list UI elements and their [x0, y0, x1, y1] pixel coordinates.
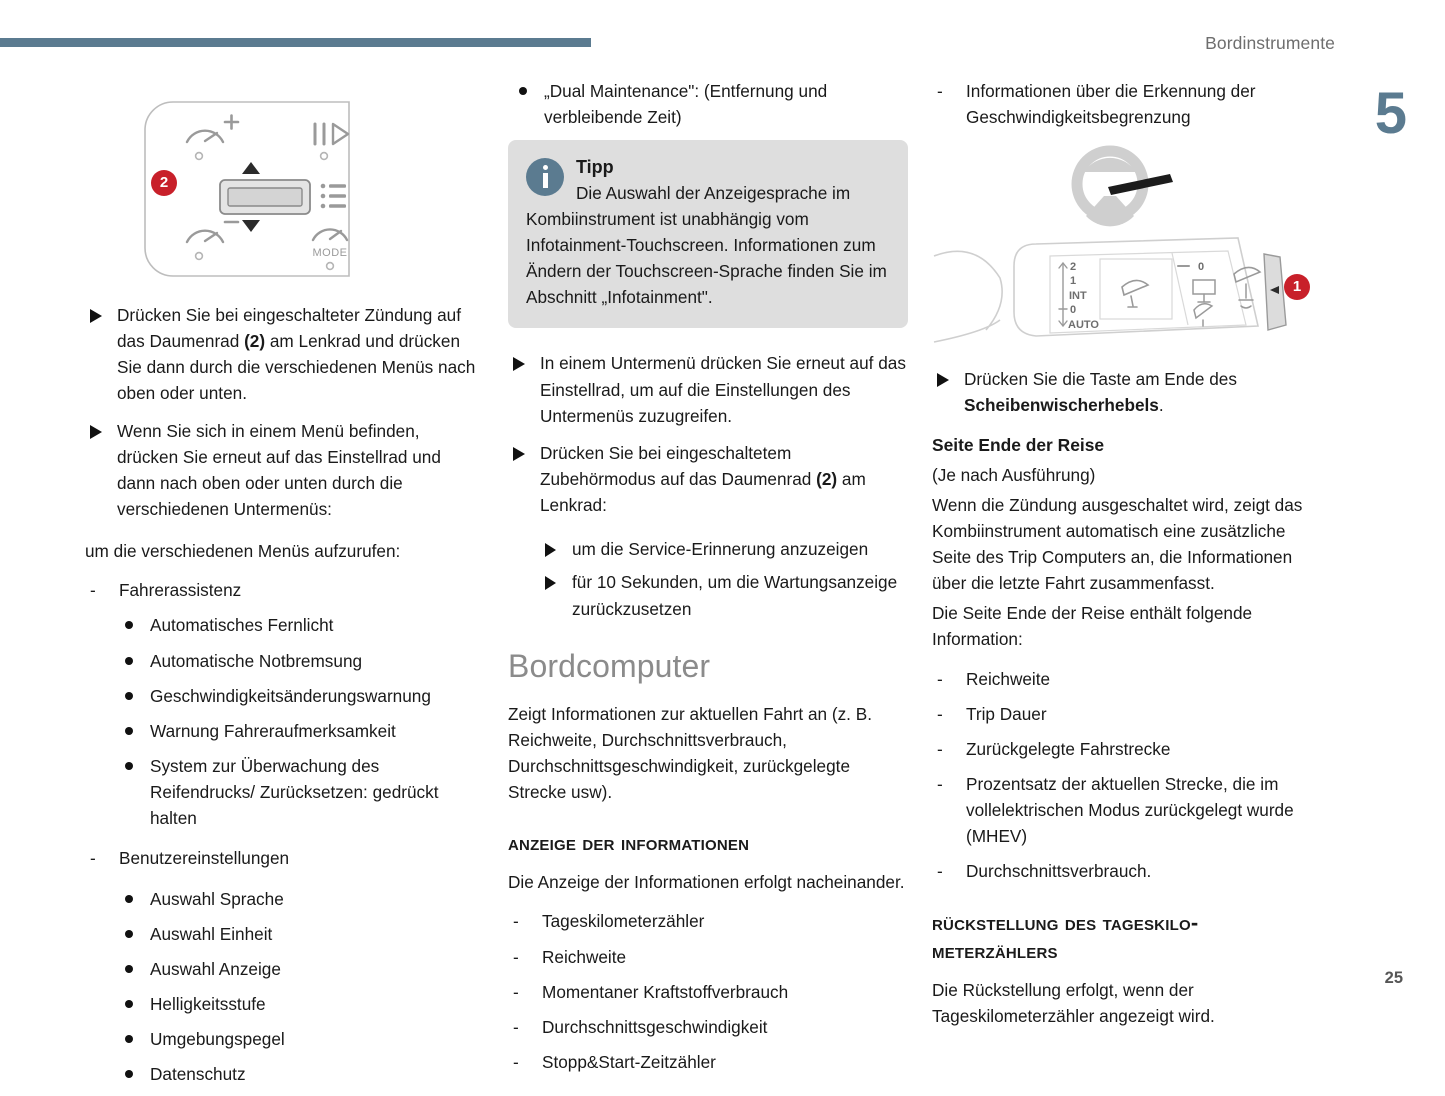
stalk-right-label-0: 0	[1198, 261, 1205, 274]
anzeige-description: Die Anzeige der Informationen erfolgt nacheinander.	[508, 872, 905, 893]
stalk-label-int: INT	[1069, 290, 1087, 303]
page-number: 25	[1384, 969, 1403, 987]
instruction-arrow-item	[85, 302, 480, 407]
callout-marker-1: 1	[1284, 274, 1310, 300]
subsection-heading-rueckstellung	[932, 909, 1322, 965]
list-item: „Dual Maintenance": (Entfernung und verbleibende Zeit)	[508, 78, 908, 130]
stalk-label-1: 1	[1070, 275, 1077, 288]
section-heading-bordcomputer: Bordcomputer	[508, 647, 711, 684]
column-left	[85, 78, 480, 1096]
bordcomputer-description: Zeigt Informationen zur aktuellen Fahrt an (z. B. Reichweite, Durchschnittsverbrauch, Durchschnittsgeschwindigkeit, zurückgelegte Strecke usw).	[508, 703, 872, 802]
list-item: Auswahl Sprache	[85, 886, 480, 912]
instruction-text-a: Drücken Sie bei eingeschaltetem Zubehörmodus auf das Daumenrad	[540, 442, 817, 490]
header-title: Bordinstrumente	[1205, 33, 1335, 53]
stalk-label-2: 2	[1070, 261, 1077, 274]
callout-marker-2: 2	[151, 170, 177, 196]
list-item: - Tageskilometerzähler	[508, 908, 908, 934]
instruction-arrow-item	[508, 440, 908, 518]
instruction-arrow-item: In einem Untermenü drücken Sie erneut auf das Einstellrad, um auf die Einstellungen des Untermenüs zuzugreifen.	[508, 350, 908, 428]
instruction-text-b: am Lenkrad und drücken Sie dann durch die verschiedenen Menüs nach oben oder unten.	[117, 331, 476, 404]
instruction-bold-term: Scheibenwischerhebels	[964, 395, 1159, 416]
sub-instruction-item: um die Service-Erinnerung anzuzeigen	[508, 536, 908, 562]
wiper-stalk-svg	[932, 144, 1322, 354]
list-item: - Trip Dauer	[932, 701, 1322, 727]
instruction-text-b: .	[1158, 395, 1164, 416]
instruction-ref-2: (2)	[244, 331, 266, 352]
list-item: - Zurückgelegte Fahrstrecke	[932, 736, 1322, 762]
instruction-text-a: Drücken Sie die Taste am Ende des	[964, 369, 1237, 390]
header-rule	[0, 38, 591, 47]
tip-callout-box	[508, 140, 908, 328]
list-item: - Informationen über die Erkennung der Geschwindigkeitsbegrenzung	[932, 78, 1322, 130]
seite-description: Wenn die Zündung ausgeschaltet wird, zeigt das Kombiinstrument automatisch eine zusätzliche Seite des Trip Computers an, die Informationen über die letzte Fahrt zusammenfasst.	[932, 494, 1303, 594]
menu-group-label: - Fahrerassistenz	[85, 577, 480, 603]
instruction-arrow-item	[932, 366, 1322, 418]
rueckstellung-description: Die Rückstellung erfolgt, wenn der Tageskilometerzähler angezeigt wird.	[932, 979, 1215, 1026]
list-item: - Reichweite	[932, 666, 1322, 692]
instruction-ref-2: (2)	[816, 469, 838, 490]
stalk-label-0: 0	[1070, 304, 1077, 317]
instruction-text-b: am Lenkrad:	[540, 469, 866, 516]
list-item: - Momentaner Kraftstoffverbrauch	[508, 979, 908, 1005]
seite-intro: Die Seite Ende der Reise enthält folgende Information:	[932, 603, 1253, 650]
steering-wheel-controls-illustration	[125, 94, 425, 284]
seite-variant-note: (Je nach Ausführung)	[932, 464, 1096, 485]
instruction-text-a: Drücken Sie bei eingeschalteter Zündung auf das Daumenrad	[117, 305, 461, 352]
menu-group-label: - Benutzereinstellungen	[85, 845, 480, 871]
heading-line-1: rückstellung des tageskilo-	[932, 909, 1199, 935]
list-item: Automatische Notbremsung	[85, 648, 480, 674]
list-item: Geschwindigkeitsänderungswarnung	[85, 683, 480, 709]
subsection-heading-seite: Seite Ende der Reise	[932, 434, 1105, 455]
list-item: - Prozentsatz der aktuellen Strecke, die im vollelektrischen Modus zurückgelegt wurde (MHEV)	[932, 771, 1322, 849]
list-item: Warnung Fahreraufmerksamkeit	[85, 718, 480, 744]
list-item: - Reichweite	[508, 944, 908, 970]
instruction-arrow-item: Wenn Sie sich in einem Menü befinden, drücken Sie erneut auf das Einstellrad und dann nach oben oder unten durch die verschiedenen Untermenüs:	[85, 418, 480, 523]
heading-line-2: meterzählers	[932, 937, 1058, 963]
tip-text: Die Auswahl der Anzeigesprache im Kombiinstrument ist unabhängig vom Infotainment-Touchscreen. Informationen zum Ändern der Touchscreen-Sprache finden Sie im Abschnitt „Infotainment".	[526, 182, 887, 308]
menu-intro-text: um die verschiedenen Menüs aufzurufen:	[85, 541, 401, 562]
list-item: Helligkeitsstufe	[85, 991, 480, 1017]
subsection-heading-anzeige: anzeige der informationen	[508, 830, 750, 856]
stalk-label-auto: AUTO	[1068, 319, 1099, 332]
list-item: Umgebungspegel	[85, 1026, 480, 1052]
mode-label: MODE	[312, 247, 348, 259]
list-item: - Durchschnittsgeschwindigkeit	[508, 1014, 908, 1040]
list-item: Auswahl Einheit	[85, 921, 480, 947]
list-item: Datenschutz	[85, 1061, 480, 1087]
list-item: - Stopp&Start-Zeitzähler	[508, 1049, 908, 1075]
tip-title: Tipp	[576, 157, 614, 178]
list-item: Auswahl Anzeige	[85, 956, 480, 982]
list-item: Automatisches Fernlicht	[85, 612, 480, 638]
sub-instruction-item: für 10 Sekunden, um die Wartungsanzeige zurückzusetzen	[508, 569, 908, 621]
column-middle	[508, 78, 908, 1084]
column-right	[932, 78, 1322, 1042]
wiper-stalk-illustration	[932, 144, 1322, 354]
list-item: - Durchschnittsverbrauch.	[932, 858, 1322, 884]
steering-wheel-icon	[1077, 151, 1173, 226]
list-item: System zur Überwachung des Reifendrucks/ Zurücksetzen: gedrückt halten	[85, 753, 480, 831]
chapter-number: 5	[1374, 81, 1407, 146]
